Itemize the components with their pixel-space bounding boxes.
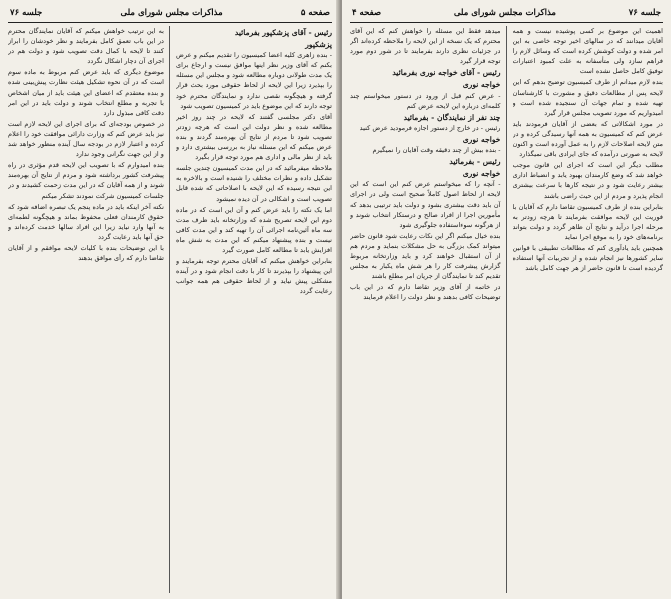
speaker-name: رئیس - آقای پزشکپور بفرمائید (234, 28, 332, 37)
speaker-name: پزشکپور (305, 40, 332, 50)
paragraph: رئیس - در خارج از دستور اجازه فرمودید عرض کنید (359, 123, 501, 132)
header-title: مذاکرات مجلس شورای ملی (453, 8, 556, 18)
paragraph: در مورد اشکالاتی که بعضی از آقایان فرمودند باید عرض کنم که کمیسیون به همه آنها رسیدگی کرده و در متن لایحه اصلاحات لازم را به عمل آورده است و اکنون لایحه به صورتی درآمده که جای ایرادی باقی نمیگذارد (512, 119, 663, 159)
session-label: جلسه ۷۶ (628, 8, 661, 18)
paragraph: میدهد فقط این مسئله را خواهش کنم که این آقای محترم که یک نسخه از این لایحه را ملاحظه کرده‌اند اگر در جزئیات نظری دارند بفرمایند تا در شور دوم مورد توجه قرار گیرد (350, 27, 501, 66)
paragraph: اهمیت این موضوع بر کسی پوشیده نیست و همه آقایان میدانند که در سالهای اخیر توجه خاصی به این امر شده و دولت کوشش کرده است که وسائل لازم را فراهم سازد ولی متأسفانه به علت کمبود اعتبارات توفیق کامل حاصل نشده است (512, 27, 663, 76)
text-columns (8, 26, 332, 593)
text-column-right (513, 26, 664, 593)
speaker-name: رئیس - آقای خواجه نوری بفرمائید (392, 68, 501, 78)
text-column-left (8, 26, 170, 593)
paragraph: ملاحظه میفرمائید که در این مدت کمیسیون چندین جلسه تشکیل داده و نظرات مختلف را شنیده است و بالاخره به این نتیجه رسیده که این لایحه با اصلاحاتی که شده قابل تصویب است و اشکالی در آن دیده نمیشود (176, 164, 332, 203)
paragraph: مطلب دیگر این است که اجرای این قانون موجب خواهد شد که وضع کارمندان بهبود یابد و انضباط اداری بیشتر رعایت شود و در نتیجه کارها با سرعت بیشتری انجام پذیرد و مردم از این حیث راضی باشند (512, 161, 663, 200)
paragraph: به این ترتیب خواهش میکنم که آقایان نمایندگان محترم در این باب تعمق کامل بفرمایند و نظر خودشان را ابراز کنند تا لایحه با کمال دقت تصویب شود و دولت هم در اجرای آن دچار اشکال نگردد (8, 27, 164, 66)
page-header (352, 6, 661, 20)
speaker-name: چند نفر از نمایندگان - بفرمائید (403, 112, 501, 122)
paragraph: - عرض کنم قبل از ورود در دستور میخواستم چند کلمه‌ای درباره این لایحه عرض کنم (350, 91, 501, 110)
header-title: مذاکرات مجلس شورای ملی (120, 8, 223, 18)
paragraph: نکته آخر اینکه باید در ماده پنجم یک تبصره اضافه شود که حقوق کارمندان فعلی محفوظ بماند و هیچگونه لطمه‌ای به آنها وارد نیاید زیرا این افراد سالها خدمت کرده‌اند و حق آنها باید رعایت گردد (8, 202, 164, 241)
session-label: جلسه ۷۶ (10, 8, 43, 18)
paragraph: بنده خیال میکنم اگر این نکات رعایت شود قانون حاضر میتواند کمک بزرگی به حل مشکلات بنماید و مردم هم از آن استقبال خواهند کرد و باید وزارتخانه مربوط گزارش پیشرفت کار را هر شش ماه یکبار به مجلس تقدیم کند تا نمایندگان از جریان امر مطلع باشند (350, 231, 501, 281)
paragraph: موضوع دیگری که باید عرض کنم مربوط به ماده سوم است که در آن نحوه تشکیل هیئت نظارت پیش‌بینی شده و بنده معتقدم که اعضای این هیئت باید از میان اشخاص با تجربه و مطلع انتخاب شوند و دولت باید در این امر دقت کافی مبذول دارد (8, 68, 164, 117)
text-column-right (176, 26, 332, 593)
paragraph: اما یک نکته را باید عرض کنم و آن این است که در ماده دوم این لایحه تصریح شده که وزارتخانه باید ظرف مدت سه ماه آئین‌نامه اجرائی آن را تهیه کند و این مدت کافی نیست و بنده پیشنهاد میکنم که این مدت به شش ماه افزایش یابد تا مطالعه کامل صورت گیرد (176, 205, 332, 254)
page-header (10, 6, 330, 20)
paragraph: - آنچه را که میخواستم عرض کنم این است که این لایحه از لحاظ اصول کاملاً صحیح است ولی در اجرای آن باید دقت بیشتری بشود و دولت باید ترتیبی بدهد که مأمورین اجرا از افراد صالح و درستکار انتخاب شوند و از هرگونه سوءاستفاده جلوگیری شود (350, 180, 501, 229)
paragraph: در خصوص بودجه‌ای که برای اجرای این لایحه لازم است نیز باید عرض کنم که وزارت دارائی موافقت خود را اعلام کرده و اعتبار لازم در بودجه سال آینده منظور خواهد شد و از این جهت نگرانی وجود ندارد (8, 119, 164, 159)
paragraph: - بنده بیش از چند دقیقه وقت آقایان را نمیگیرم (372, 146, 501, 155)
paragraph: آقای دکتر مجلسی گفتند که لایحه در چند روز اخیر مطالعه شده و نظر دولت این است که هرچه زودتر تصویب شود تا مردم از نتایج آن بهره‌مند گردند و بنده عرض میکنم که این مسئله نیاز به بررسی بیشتری دارد و باید از نظر مالی و اداری هم مورد توجه قرار بگیرد (176, 112, 332, 162)
page-label: صفحه ۵ (300, 8, 330, 18)
paragraph: با این توضیحات بنده با کلیات لایحه موافقم و از آقایان تقاضا دارم که رأی موافق بدهند (8, 243, 164, 263)
paragraph: بنابراین خواهش میکنم که آقایان محترم توجه بفرمایند و این پیشنهاد را بپذیرند تا کار با دقت انجام شود و در آینده مشکلی پیش نیاید و از لحاظ حقوقی هم همه جوانب رعایت گردد (176, 257, 332, 296)
page-right (342, 0, 671, 599)
paragraph: بنده لازم میدانم از طرف کمیسیون توضیح بدهم که این لایحه پس از مطالعات دقیق و مشورت با کارشناسان تهیه شده و تمام جهات آن سنجیده شده است و امیدواریم که مورد تصویب مجلس قرار گیرد (512, 78, 663, 117)
header-rule (8, 22, 332, 23)
page-label: صفحه ۴ (352, 8, 382, 18)
paragraph: - بنده زاهری کلیه اعضا کمیسیون را تقدیم میکنم و عرض بکنم که آقای وزیر نظر اینها موافق نیست و ارجاع برای یک مدت طولانی دوباره مطالعه شود و مجلس این مسئله را بپذیرد زیرا این لایحه از لحاظ حقوقی مورد بحث قرار گرفته و هیچگونه نقصی ندارد و نمایندگان محترم خود توجه دارند که این موضوع باید در کمیسیون تصویب شود (176, 51, 332, 110)
speaker-name: خواجه نوری (462, 80, 501, 90)
speaker-name: رئیس - بفرمائید (449, 157, 501, 167)
paragraph: همچنین باید یادآوری کنم که مطالعات تطبیقی با قوانین سایر کشورها نیز انجام شده و از تجربیات آنها استفاده گردیده است تا قانون حاضر از هر جهت کامل باشد (512, 243, 663, 273)
speaker-name: خواجه نوری (462, 169, 501, 179)
paragraph: بنابراین بنده از طرف کمیسیون تقاضا دارم که آقایان با فوریت این لایحه موافقت بفرمایند تا هرچه زودتر به مرحله اجرا درآید و نتایج آن ظاهر گردد و دولت بتواند برنامه‌های خود را به موقع اجرا نماید (512, 202, 663, 241)
header-rule (350, 22, 663, 23)
paragraph: در خاتمه از آقای وزیر تقاضا دارم که در این باب توضیحات کافی بدهند و نظر دولت را اعلام فرمایند (350, 283, 501, 302)
paragraph: بنده امیدوارم که با تصویب این لایحه قدم مؤثری در راه پیشرفت کشور برداشته شود و مردم از نتایج آن بهره‌مند شوند و از همه آقایان که در این مدت زحمت کشیدند و در جلسات کمیسیون شرکت نمودند تشکر میکنم (8, 161, 164, 200)
speaker-name: خواجه نوری (462, 134, 501, 144)
text-column-left (350, 26, 507, 593)
text-columns (350, 26, 663, 593)
